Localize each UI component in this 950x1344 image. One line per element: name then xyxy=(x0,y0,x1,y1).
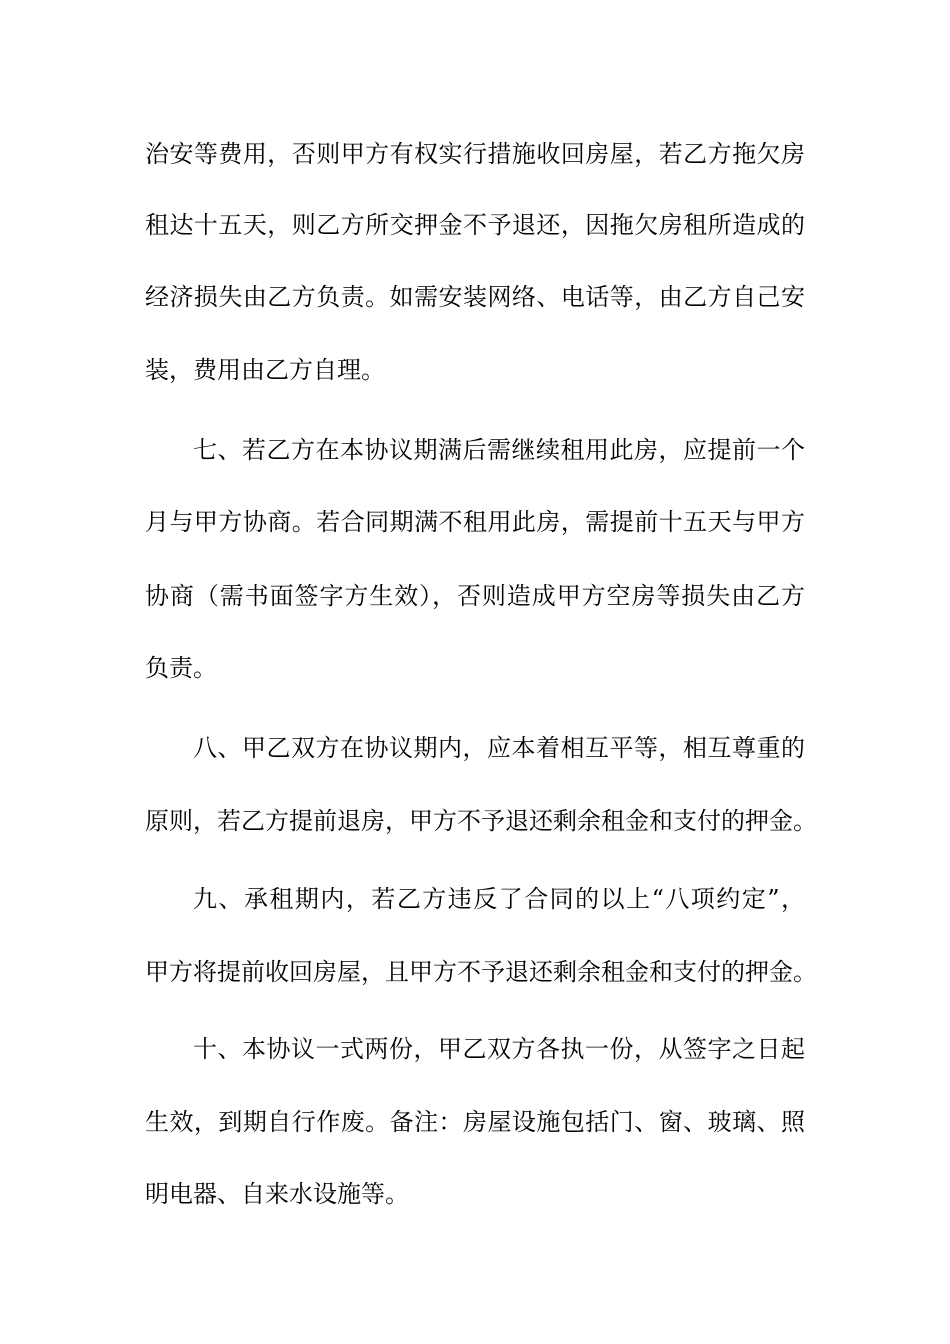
text-line: 月与甲方协商。若合同期满不租用此房，需提前十五天与甲方 xyxy=(145,508,805,536)
paragraph-8-first-line: 八、甲乙双方在协议期内，应本着相互平等，相互尊重的 xyxy=(193,734,805,762)
text-line: 原则，若乙方提前退房，甲方不予退还剩余租金和支付的押金。 xyxy=(145,807,817,835)
text-line: 协商（需书面签字方生效），否则造成甲方空房等损失由乙方 xyxy=(145,582,805,610)
paragraph-9-first-line: 九、承租期内，若乙方违反了合同的以上“八项约定”， xyxy=(193,885,805,913)
text-line: 治安等费用，否则甲方有权实行措施收回房屋，若乙方拖欠房 xyxy=(145,140,805,168)
text-line: 生效，到期自行作废。备注：房屋设施包括门、窗、玻璃、照 xyxy=(145,1108,805,1136)
text-line: 负责。 xyxy=(145,654,217,682)
text-line: 经济损失由乙方负责。如需安装网络、电话等，由乙方自己安 xyxy=(145,283,805,311)
text-line: 甲方将提前收回房屋，且甲方不予退还剩余租金和支付的押金。 xyxy=(145,958,817,986)
paragraph-10-first-line: 十、本协议一式两份，甲乙双方各执一份，从签字之日起 xyxy=(193,1035,805,1063)
text-line: 租达十五天，则乙方所交押金不予退还，因拖欠房租所造成的 xyxy=(145,211,805,239)
paragraph-7-first-line: 七、若乙方在本协议期满后需继续租用此房，应提前一个 xyxy=(193,436,805,464)
text-line: 装，费用由乙方自理。 xyxy=(145,356,385,384)
text-line: 明电器、自来水设施等。 xyxy=(145,1180,409,1208)
